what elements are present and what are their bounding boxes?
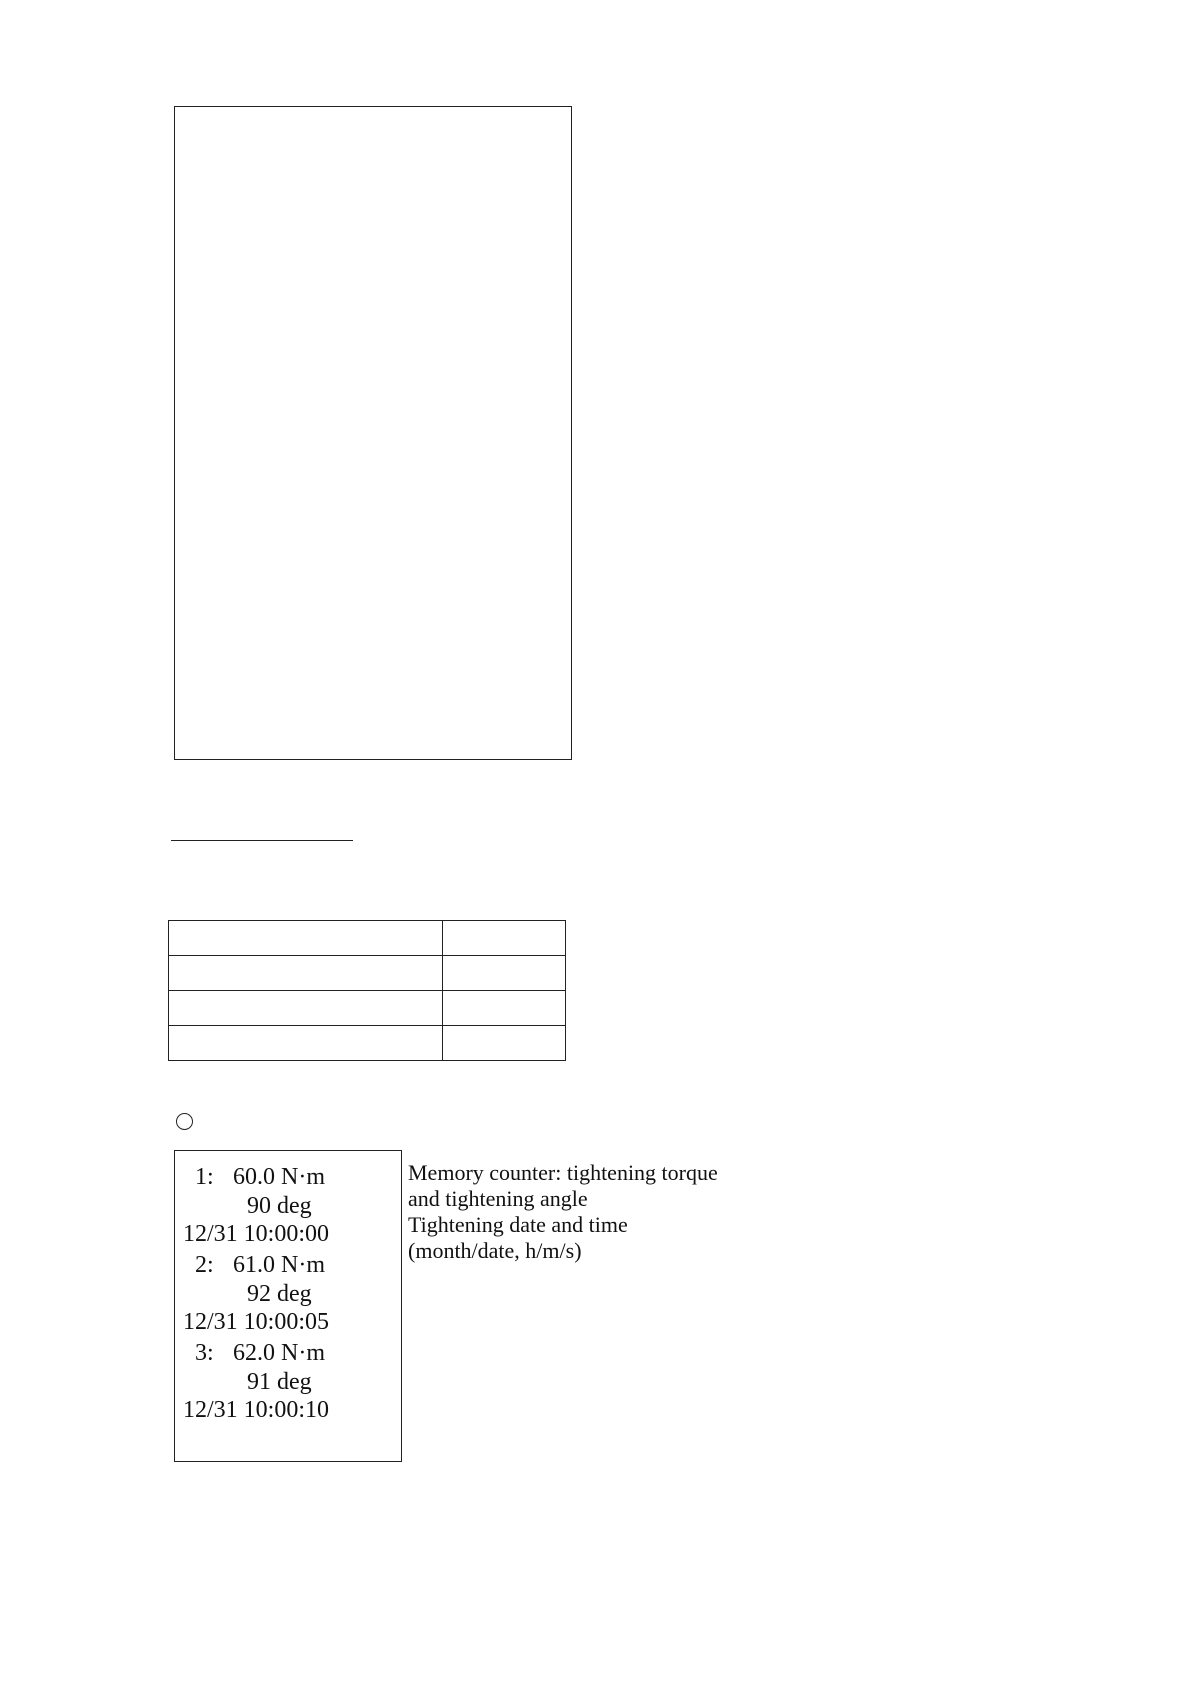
empty-figure-frame — [174, 106, 572, 760]
empty-table — [168, 920, 566, 1061]
display-annotation — [408, 1160, 828, 1264]
table-row — [169, 991, 566, 1026]
table-row — [169, 1026, 566, 1061]
circle-bullet-icon — [176, 1113, 193, 1130]
table-cell — [443, 921, 566, 956]
record-torque: 62.0 N·m — [233, 1340, 325, 1366]
table-cell — [169, 1026, 443, 1061]
annotation-line: (month/date, h/m/s) — [408, 1238, 582, 1263]
table-cell — [443, 1026, 566, 1061]
record-index: 2: — [195, 1252, 214, 1278]
table-cell — [443, 991, 566, 1026]
record-angle: 92 deg — [247, 1281, 312, 1307]
record-datetime: 12/31 10:00:00 — [183, 1221, 330, 1247]
table-cell — [443, 956, 566, 991]
table-cell — [169, 921, 443, 956]
heading-underline — [171, 840, 353, 841]
record-index: 1: — [195, 1164, 214, 1190]
table-cell — [169, 991, 443, 1026]
record-index: 3: — [195, 1340, 214, 1366]
record-datetime: 12/31 10:00:10 — [183, 1397, 330, 1423]
annotation-line: and tightening angle — [408, 1186, 588, 1211]
table-cell — [169, 956, 443, 991]
record-angle: 90 deg — [247, 1193, 312, 1219]
table-row — [169, 956, 566, 991]
memory-display-box — [174, 1150, 402, 1462]
table-row — [169, 921, 566, 956]
record-datetime: 12/31 10:00:05 — [183, 1309, 330, 1335]
annotation-line: Tightening date and time — [408, 1212, 628, 1237]
record-torque: 61.0 N·m — [233, 1252, 325, 1278]
record-angle: 91 deg — [247, 1369, 312, 1395]
record-torque: 60.0 N·m — [233, 1164, 325, 1190]
annotation-line: Memory counter: tightening torque — [408, 1160, 718, 1185]
